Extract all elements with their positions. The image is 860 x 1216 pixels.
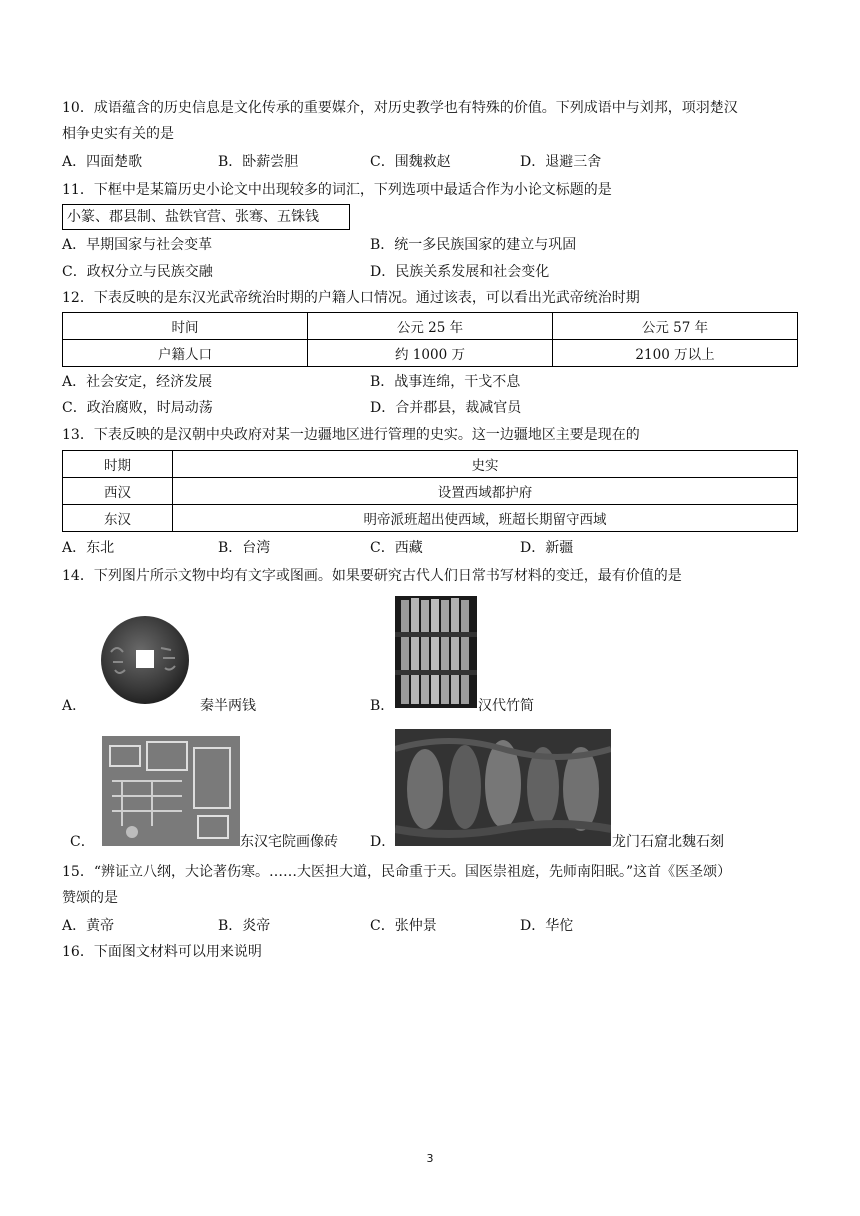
q12-row-label: 户籍人口 <box>63 340 308 367</box>
table-row <box>63 451 798 478</box>
q11-option-d: D．民族关系发展和社会变化 <box>370 264 550 280</box>
table-row <box>63 478 798 505</box>
q15-option-a: A．黄帝 <box>62 918 115 934</box>
q13-row1-fact: 设置西域都护府 <box>173 478 798 505</box>
q13-history-table <box>62 450 798 532</box>
page-number: 3 <box>426 1152 434 1165</box>
q14-option-b-caption: 汉代竹简 <box>478 698 534 714</box>
q14-option-c-caption: 东汉宅院画像砖 <box>240 834 338 850</box>
table-row <box>63 313 798 340</box>
q13-header-period: 时期 <box>63 451 173 478</box>
q15-option-d: D．华佗 <box>520 918 574 934</box>
q14-option-b-letter: B． <box>370 698 395 714</box>
q12-population-table <box>62 312 798 367</box>
q13-option-a: A．东北 <box>62 540 115 556</box>
q14-option-d-letter: D． <box>370 834 396 850</box>
q12-value-year57: 2100 万以上 <box>553 340 798 367</box>
q14-option-c-letter: C． <box>70 834 95 850</box>
q15-option-c: C．张仲景 <box>370 918 437 934</box>
q10-stem-line2: 相争史实有关的是 <box>62 126 174 142</box>
q13-option-b: B．台湾 <box>218 540 271 556</box>
q13-row2-fact: 明帝派班超出使西域，班超长期留守西域 <box>173 505 798 532</box>
q12-option-a: A．社会安定，经济发展 <box>62 374 213 390</box>
q10-option-a: A．四面楚歌 <box>62 154 143 170</box>
brick-relief-image <box>102 736 240 846</box>
q14-option-a-caption: 秦半两钱 <box>200 698 256 714</box>
q12-value-year25: 约 1000 万 <box>308 340 553 367</box>
q12-header-year25: 公元 25 年 <box>308 313 553 340</box>
q16-stem: 16．下面图文材料可以用来说明 <box>62 944 262 960</box>
q12-option-d: D．合并郡县，裁减官员 <box>370 400 522 416</box>
q14-option-d-caption: 龙门石窟北魏石刻 <box>612 834 724 850</box>
q10-stem-line1: 10．成语蕴含的历史信息是文化传承的重要媒介，对历史教学也有特殊的价值。下列成语中与刘邦，项羽楚汉 <box>62 100 738 116</box>
q11-option-b: B．统一多民族国家的建立与巩固 <box>370 237 577 253</box>
q13-row1-period: 西汉 <box>63 478 173 505</box>
table-row <box>63 505 798 532</box>
q15-stem-line2: 赞颂的是 <box>62 890 118 906</box>
q13-option-c: C．西藏 <box>370 540 423 556</box>
q10-option-d: D．退避三舍 <box>520 154 602 170</box>
q14-stem: 14．下列图片所示文物中均有文字或图画。如果要研究古代人们日常书写材料的变迁，最有价值的是 <box>62 568 682 584</box>
q15-option-b: B．炎帝 <box>218 918 271 934</box>
q13-header-facts: 史实 <box>173 451 798 478</box>
q11-option-a: A．早期国家与社会变革 <box>62 237 213 253</box>
q14-option-a-letter: A． <box>62 698 87 714</box>
q11-option-c: C．政权分立与民族交融 <box>62 264 213 280</box>
q11-keyword-box: 小篆、郡县制、盐铁官营、张骞、五铢钱 <box>62 204 350 230</box>
ban-liang-coin-image <box>95 612 195 708</box>
q12-option-b: B．战事连绵，干戈不息 <box>370 374 521 390</box>
bamboo-slips-image <box>395 596 477 708</box>
q12-header-year57: 公元 57 年 <box>553 313 798 340</box>
q13-row2-period: 东汉 <box>63 505 173 532</box>
q11-stem: 11．下框中是某篇历史小论文中出现较多的词汇，下列选项中最适合作为小论文标题的是 <box>62 182 612 198</box>
q15-stem-line1: 15．“辨证立八纲，大论著伤寒。……大医担大道，民命重于天。国医崇祖庭，先师南阳眠。”这首《医圣颂） <box>62 864 732 880</box>
table-row <box>63 340 798 367</box>
q10-option-b: B．卧薪尝胆 <box>218 154 299 170</box>
q13-stem: 13．下表反映的是汉朝中央政府对某一边疆地区进行管理的史实。这一边疆地区主要是现在的 <box>62 427 640 443</box>
q10-option-c: C．围魏救赵 <box>370 154 451 170</box>
q12-stem: 12．下表反映的是东汉光武帝统治时期的户籍人口情况。通过该表，可以看出光武帝统治时期 <box>62 290 640 306</box>
stone-carving-image <box>395 729 611 846</box>
q12-header-time: 时间 <box>63 313 308 340</box>
q12-option-c: C．政治腐败，时局动荡 <box>62 400 213 416</box>
q13-option-d: D．新疆 <box>520 540 574 556</box>
